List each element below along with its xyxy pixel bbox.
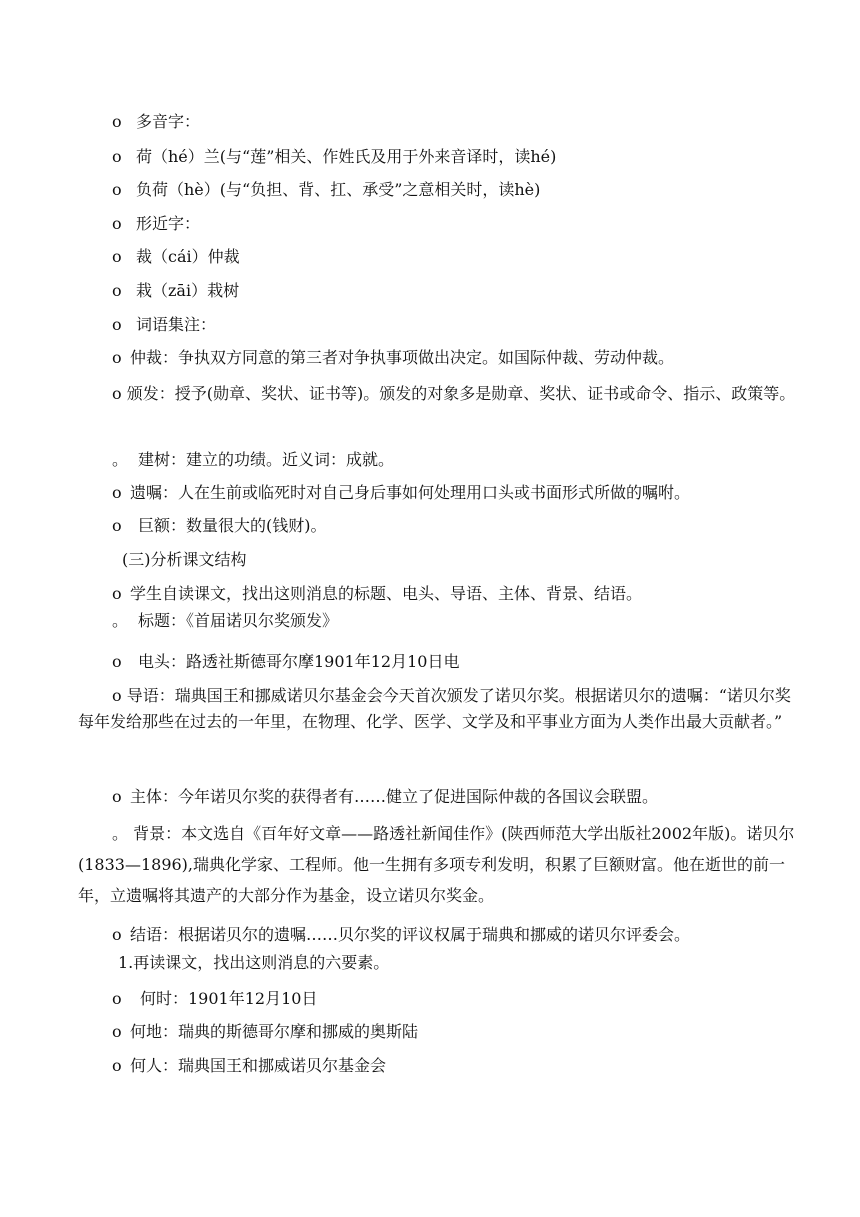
bullet: o bbox=[112, 584, 122, 603]
section-heading-text: (三)分析课文结构 bbox=[122, 550, 247, 569]
list-item-text: 词语集注： bbox=[136, 315, 217, 334]
list-item-text: 遗嘱：人在生前或临死时对自己身后事如何处理用口头或书面形式所做的嘱咐。 bbox=[130, 483, 691, 502]
list-item-text: 建树：建立的功绩。近义词：成就。 bbox=[138, 450, 395, 469]
list-item bbox=[78, 683, 800, 735]
bullet: o bbox=[112, 1056, 122, 1075]
list-item-text: 多音字： bbox=[136, 112, 201, 131]
bullet: o bbox=[112, 112, 122, 131]
bullet: o bbox=[112, 989, 122, 1008]
section-heading-text: 1.再读课文，找出这则消息的六要素。 bbox=[118, 953, 390, 972]
list-item-text: 形近字： bbox=[136, 214, 201, 233]
bullet: o bbox=[112, 384, 122, 403]
list-item-text: 电头：路透社斯德哥尔摩1901年12月10日电 bbox=[138, 652, 460, 671]
bullet: o bbox=[112, 483, 122, 502]
list-item-text: 仲裁：争执双方同意的第三者对争执事项做出决定。如国际仲裁、劳动仲裁。 bbox=[130, 348, 675, 367]
list-item-text: 背景：本文选自《百年好文章——路透社新闻佳作》(陕西师范大学出版社2002年版)。诺贝尔(1833—1896),瑞典化学家、工程师。他一生拥有多项专利发明，积累了巨额财富。他在逝世的前一年，立遗嘱将其遗产的大部分作为基金，设立诺贝尔奖金。 bbox=[78, 824, 795, 905]
bullet: o bbox=[112, 787, 122, 806]
list-item-text: 何人：瑞典国王和挪威诺贝尔基金会 bbox=[130, 1056, 387, 1075]
list-item-text: 主体：今年诺贝尔奖的获得者有……健立了促进国际仲裁的各国议会联盟。 bbox=[130, 787, 659, 806]
bullet: o bbox=[112, 281, 122, 300]
bullet: o bbox=[112, 247, 122, 266]
list-item-text: 学生自读课文，找出这则消息的标题、电头、导语、主体、背景、结语。 bbox=[130, 584, 643, 603]
list-item-text: 巨额：数量很大的(钱财)。 bbox=[138, 516, 327, 535]
bullet: o bbox=[112, 348, 122, 367]
bullet: 。 bbox=[112, 450, 129, 469]
list-item-text: 负荷（hè）(与“负担、背、扛、承受”之意相关时，读hè) bbox=[136, 180, 541, 199]
list-item-text: 结语：根据诺贝尔的遗嘱……贝尔奖的评议权属于瑞典和挪威的诺贝尔评委会。 bbox=[130, 925, 691, 944]
bullet: o bbox=[112, 147, 122, 166]
list-item bbox=[78, 818, 800, 911]
list-item-text: 标题：《首届诺贝尔奖颁发》 bbox=[138, 611, 339, 630]
list-item-text: 荷（hé）兰(与“莲”相关、作姓氏及用于外来音译时，读hé) bbox=[136, 147, 557, 166]
list-item-text: 导语：瑞典国王和挪威诺贝尔基金会今天首次颁发了诺贝尔奖。根据诺贝尔的遗嘱：“诺贝尔奖每年发给那些在过去的一年里，在物理、化学、医学、文学及和平事业方面为人类作出最大贡献者。” bbox=[78, 686, 791, 731]
bullet: o bbox=[112, 686, 122, 705]
list-item-text: 栽（zāi）栽树 bbox=[136, 281, 240, 300]
bullet: 。 bbox=[112, 824, 129, 843]
bullet: o bbox=[112, 315, 122, 334]
list-item-text: 颁发：授予(勋章、奖状、证书等)。颁发的对象多是勋章、奖状、证书或命令、指示、政策等。 bbox=[126, 384, 796, 403]
list-item-text: 裁（cái）仲裁 bbox=[136, 247, 240, 266]
bullet: o bbox=[112, 925, 122, 944]
bullet: o bbox=[112, 652, 122, 671]
bullet: o bbox=[112, 1022, 122, 1041]
list-item bbox=[78, 380, 800, 407]
bullet: 。 bbox=[112, 611, 129, 630]
bullet: o bbox=[112, 214, 122, 233]
bullet: o bbox=[112, 180, 122, 199]
bullet: o bbox=[112, 516, 122, 535]
list-item-text: 何时：1901年12月10日 bbox=[140, 989, 318, 1008]
list-item-text: 何地：瑞典的斯德哥尔摩和挪威的奥斯陆 bbox=[130, 1022, 419, 1041]
